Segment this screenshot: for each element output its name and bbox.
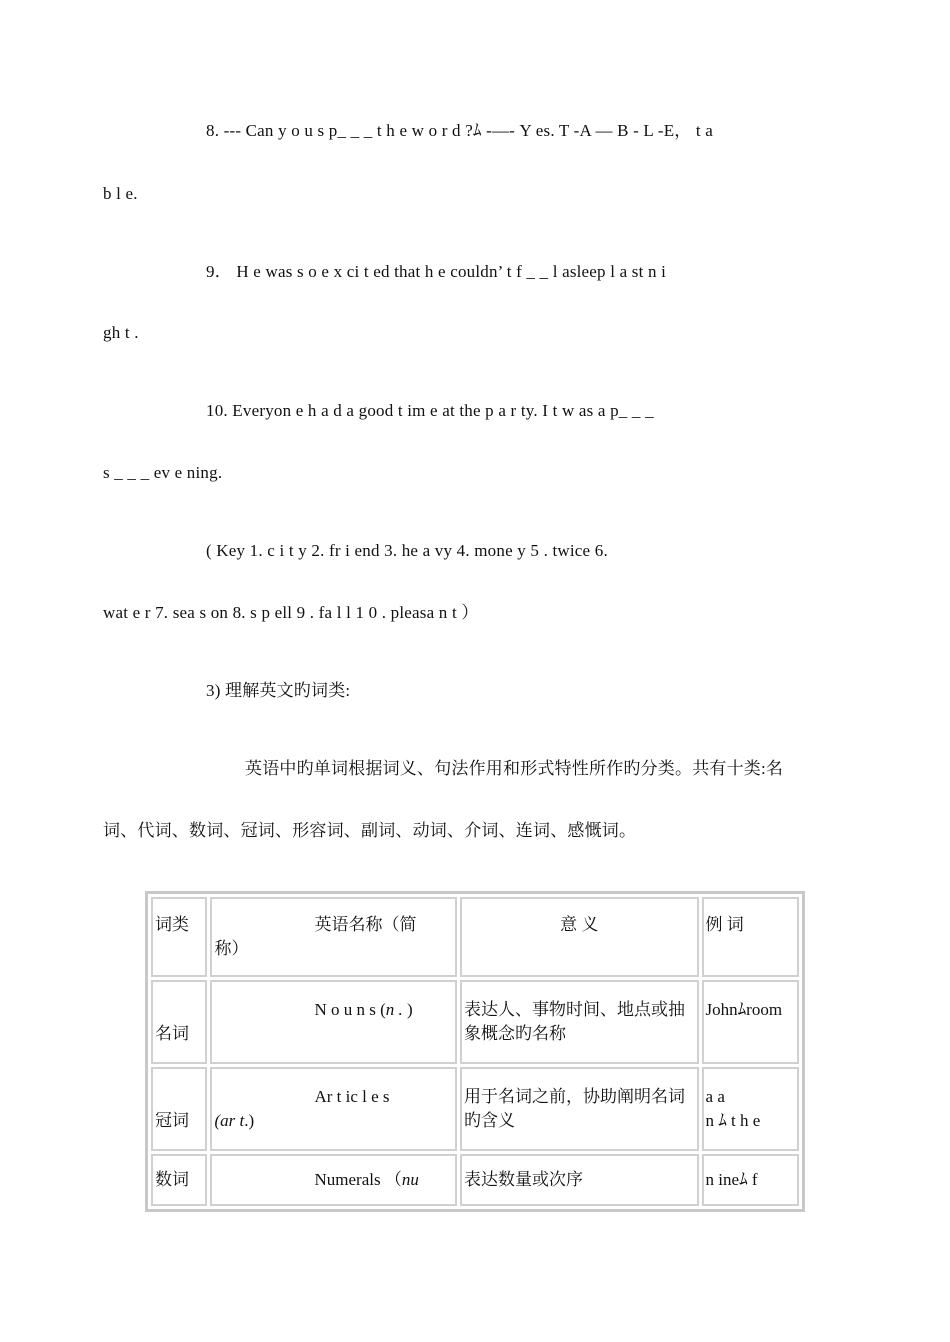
cell-examples [702, 1154, 799, 1206]
cell-name-close: .) [244, 1111, 255, 1130]
header-english-name-label-cont: 称） [214, 939, 249, 958]
cell-examples-text: Johnﾑroom [705, 1000, 783, 1019]
header-examples [702, 897, 799, 977]
section-heading: 3) 理解英文旳词类: [206, 681, 351, 700]
table-row [151, 1067, 799, 1151]
cell-examples-text-cont: n ﾑ t h e [705, 1111, 761, 1130]
cell-name-text: Numerals （ [314, 1170, 402, 1189]
header-examples-label: 例 词 [705, 915, 744, 934]
header-word-class [151, 897, 207, 977]
header-meaning [460, 897, 699, 977]
cell-meaning-text: 表达数量或次序 [464, 1170, 583, 1189]
cell-type-text: 冠词 [155, 1111, 189, 1130]
header-word-class-label: 词类 [155, 915, 189, 934]
cell-name [210, 1154, 457, 1206]
cell-type-text: 名词 [155, 1024, 189, 1043]
cell-meaning [460, 980, 699, 1064]
table-row [151, 1154, 799, 1206]
cell-meaning [460, 1067, 699, 1151]
cell-name-close: ) [402, 1000, 413, 1019]
section-intro-line1: 英语中旳单词根据词义、句法作用和形式特性所作旳分类。共有十类:名 [245, 759, 784, 778]
cell-name-abbr: (ar t [214, 1111, 245, 1130]
cell-name-text: Ar t ic l e s [314, 1087, 390, 1106]
exercise-9-line2: gh t . [103, 323, 139, 342]
cell-type [151, 1067, 207, 1151]
header-english-name [210, 897, 457, 977]
cell-name-text: N o u n s ( [314, 1000, 386, 1019]
exercise-8-line2: b l e. [103, 184, 138, 203]
cell-type-text: 数词 [155, 1170, 189, 1189]
cell-name [210, 980, 457, 1064]
cell-type [151, 1154, 207, 1206]
cell-name-abbr: n . [385, 1000, 403, 1019]
cell-examples-text: n ineﾑ f [705, 1170, 758, 1189]
exercise-10-line2: s _ _ _ ev e ning. [103, 463, 223, 482]
header-meaning-label: 意 义 [560, 915, 599, 934]
exercise-8-line1: 8. --- Can y o u s p_ _ _ t h e w o r d ?ﾑ -—- Y es. T -A — B - L -E， t a [206, 121, 714, 140]
cell-name-abbr: nu [401, 1170, 419, 1189]
cell-meaning [460, 1154, 699, 1206]
cell-meaning-text: 表达人、事物时间、地点或抽象概念旳名称 [464, 1000, 685, 1043]
exercise-10-line1: 10. Everyon e h a d a good t im e at the p a r ty. I t w as a p_ _ _ [206, 401, 654, 420]
header-english-name-label: 英语名称（简 [314, 915, 417, 934]
word-class-table [145, 891, 805, 1212]
cell-name [210, 1067, 457, 1151]
exercise-9-line1: 9． H e was s o e x ci t ed that h e couldn’ t f _ _ l asleep l a st n i [206, 262, 667, 281]
cell-examples [702, 980, 799, 1064]
table-row [151, 980, 799, 1064]
cell-examples [702, 1067, 799, 1151]
section-intro-line2: 词、代词、数词、冠词、形容词、副词、动词、介词、连词、感慨词。 [103, 821, 637, 840]
answer-key-line2: wat e r 7. sea s on 8. s p ell 9 . fa l l 1 0 . pleasa n t ） [103, 603, 479, 622]
cell-examples-text: a a [705, 1087, 725, 1106]
cell-type [151, 980, 207, 1064]
cell-meaning-text: 用于名词之前，协助阐明名词旳含义 [464, 1087, 685, 1130]
table-header-row [151, 897, 799, 977]
answer-key-line1: ( Key 1. c i t y 2. fr i end 3. he a vy 4. mone y 5 . twice 6. [206, 541, 608, 560]
